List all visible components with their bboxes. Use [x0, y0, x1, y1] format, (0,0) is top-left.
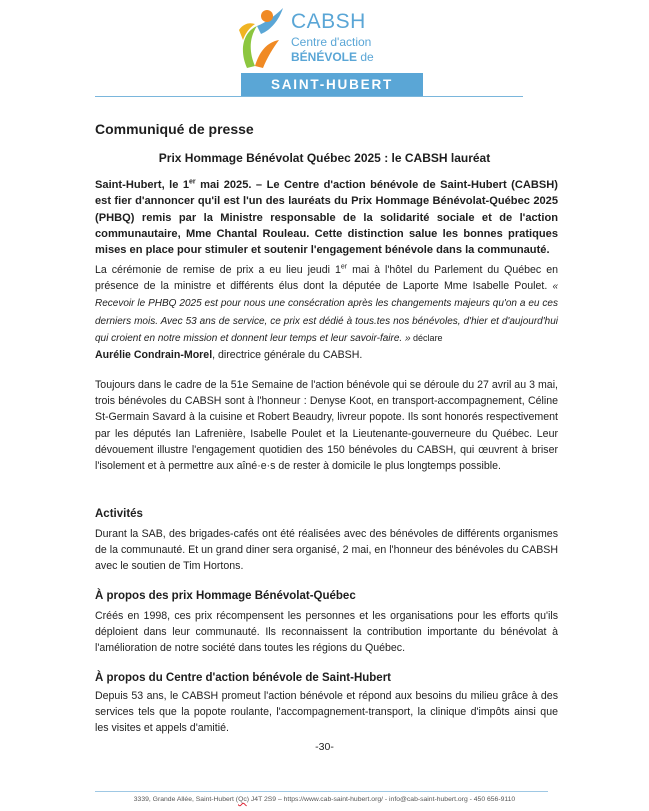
logo-saint-hubert-bar: SAINT-HUBERT: [241, 73, 423, 96]
section-heading-activites: Activités: [95, 508, 143, 520]
section-heading-cabsh: À propos du Centre d'action bénévole de Saint-Hubert: [95, 672, 392, 684]
director-quote: « Recevoir le PHBQ 2025 est pour nous une consécration après les changements majeurs qu'on a eu ces derniers mois. Avec 53 ans de service, ce prix est dédié à tous.tes nos bénévoles, d'hier et d'aujourd'hui qui croient en notre mission et donnent leur temps et leur savoir-faire. »: [95, 281, 558, 344]
page-heading: Communiqué de presse: [95, 121, 254, 137]
logo-line3: BÉNÉVOLE de: [291, 50, 374, 64]
section-text-cabsh: Depuis 53 ans, le CABSH promeut l'action bénévole et répond aux besoins du milieu grâce à des services tels que la popote roulante, l'accompagnement-transport, la clinique d'impôts ainsi que les visites et appels d'amitié.: [95, 690, 558, 735]
footer-divider: [95, 791, 548, 792]
footer-contact: 3339, Grande Allée, Saint-Hubert (Qc) J4T 2S9 – https://www.cab-saint-hubert.org/ - info@cab-saint-hubert.org - 450 656-9110: [133, 796, 516, 803]
director-name: Aurélie Condrain-Morel: [95, 349, 213, 362]
logo-line2: Centre d'action: [291, 35, 372, 49]
press-release-title: Prix Hommage Bénévolat Québec 2025 : le CABSH lauréat: [158, 151, 491, 165]
honorees-paragraph: Toujours dans le cadre de la 51e Semaine de l'action bénévole qui se déroule du 27 avril au 3 mai, trois bénévoles du CABSH sont à l'honneur : Denyse Koot, en transport-accompagnement, Céline St-Germain Savard à la cuisine et Robert Beaudry, livreur popote. Ils sont honorés respectivement par les députés Ian Lafrenière, Isabelle Poulet et la Lieutenante-gouverneure du Québec. Leur dévouement illustre l'engagement quotidien des 150 bénévoles du CABSH, qui œuvrent à briser l'isolement et à permettre aux aîné·e·s de rester à domicile le plus longtemps possible.: [95, 379, 558, 473]
header-divider: [95, 96, 523, 97]
cabsh-logo: [233, 6, 433, 94]
ceremony-paragraph: La cérémonie de remise de prix a eu lieu jeudi 1er mai à l'hôtel du Parlement du Québec en présence de la ministre et différents élus dont la députée de Laporte Mme Isabelle Poulet. « Recevoir le PHBQ 2025 est pour nous une consécration après les changements majeurs qu'on a eu ces derniers mois. Avec 53 ans de service, ce prix est dédié à tous.tes nos bénévoles, d'hier et d'aujourd'hui qui croient en notre mission et donnent leur temps et leur savoir-faire. » déclare Aurélie Condrain-Morel, directrice générale du CABSH.: [95, 263, 558, 362]
volunteer-figure-icon: [233, 6, 285, 72]
section-heading-prix: À propos des prix Hommage Bénévolat-Québec: [95, 590, 356, 602]
section-text-activites: Durant la SAB, des brigades-cafés ont été réalisées avec des bénévoles de différents organismes de la communauté. Et un grand diner sera organisé, 2 mai, en l'honneur des bénévoles du CABSH avec le soutien de Tim Hortons.: [95, 528, 558, 573]
end-marker: -30-: [315, 741, 334, 753]
logo-cabsh-text: CABSH: [291, 10, 366, 33]
section-text-prix: Créés en 1998, ces prix récompensent les personnes et les organisations pour les efforts qu'ils déploient dans leur communauté. Ils reconnaissent la contribution importante du bénévolat à l'amélioration de notre société dans toutes les régions du Québec.: [95, 610, 558, 655]
lead-paragraph: Saint-Hubert, le 1er mai 2025. – Le Centre d'action bénévole de Saint-Hubert (CABSH) est fier d'annoncer qu'il est l'un des lauréats du Prix Hommage Bénévolat-Québec 2025 (PHBQ) remis par la Ministre responsable de la solidarité sociale et de l'action communautaire, Mme Chantal Rouleau. Cette distinction salue les bonnes pratiques mises en place pour stimuler et soutenir l'engagement bénévole dans la communauté.: [95, 178, 558, 257]
